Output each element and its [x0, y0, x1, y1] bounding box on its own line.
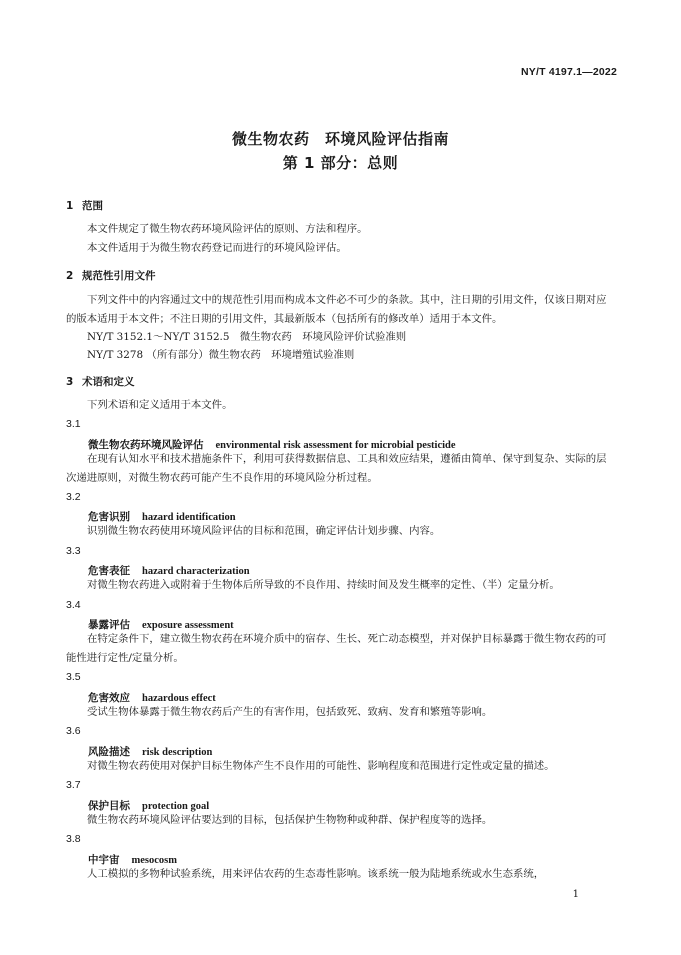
- normative-references-paragraph: 下列文件中的内容通过文中的规范性引用而构成本文件必不可少的条款。其中，注日期的引用文件，仅该日期对应的版本适用于本文件；不注日期的引用文件，其最新版本（包括所有的修改单）适用于本文件。: [66, 294, 607, 325]
- section-number: 1: [66, 200, 74, 212]
- section-number: 3: [66, 376, 74, 388]
- page-number: 1: [572, 889, 579, 900]
- standard-code: NY/T 4197.1—2022: [520, 66, 617, 78]
- term-en: exposure assessment: [142, 620, 234, 631]
- term-definition: 识别微生物农药使用环境风险评估的目标和范围，确定评估计划步骤、内容。: [87, 525, 441, 537]
- section-title: 规范性引用文件: [82, 270, 156, 282]
- term-zh: 中宇宙: [88, 854, 120, 866]
- term-definition: 在特定条件下，建立微生物农药在环境介质中的宿存、生长、死亡动态模型，并对保护目标暴露于微生物农药的可能性进行定性/定量分析。: [66, 633, 607, 664]
- term-zh: 危害表征: [88, 565, 130, 577]
- term-zh: 暴露评估: [88, 619, 130, 631]
- document-title: 微生物农药 环境风险评估指南: [231, 130, 449, 148]
- term-zh: 微生物农药环境风险评估: [88, 439, 204, 451]
- scope-paragraph-2: 本文件适用于为微生物农药登记而进行的环境风险评估。: [87, 242, 347, 254]
- term-zh: 风险描述: [88, 746, 130, 758]
- term-en: hazard characterization: [142, 566, 250, 577]
- term-zh: 危害效应: [88, 692, 130, 704]
- term-en: risk description: [142, 747, 213, 758]
- section-2-heading: [66, 268, 156, 283]
- term-number: 3.4: [66, 599, 81, 611]
- term-number: 3.3: [66, 545, 81, 557]
- term-number: 3.8: [66, 833, 81, 845]
- term-definition: 在现有认知水平和技术措施条件下，利用可获得数据信息、工具和效应结果，遵循由简单、保守到复杂、实际的层次递进原则，对微生物农药可能产生不良作用的环境风险分析过程。: [66, 453, 607, 484]
- reference-item-2: NY/T 3278 （所有部分）微生物农药 环境增殖试验准则: [87, 349, 355, 361]
- section-title: 术语和定义: [82, 376, 135, 388]
- term-definition: 受试生物体暴露于微生物农药后产生的有害作用，包括致死、致病、发育和繁殖等影响。: [87, 706, 493, 718]
- section-number: 2: [66, 270, 74, 282]
- term-number: 3.7: [66, 779, 81, 791]
- term-definition: 对微生物农药使用对保护目标生物体产生不良作用的可能性、影响程度和范围进行定性或定量的描述。: [87, 760, 555, 772]
- term-number: 3.5: [66, 671, 81, 683]
- scope-paragraph-1: 本文件规定了微生物农药环境风险评估的原则、方法和程序。: [87, 223, 368, 235]
- term-definition: 微生物农药环境风险评估要达到的目标，包括保护生物物种或种群、保护程度等的选择。: [87, 814, 493, 826]
- term-definition: 人工模拟的多物种试验系统，用来评估农药的生态毒性影响。该系统一般为陆地系统或水生态系统，: [87, 868, 545, 880]
- term-number: 3.6: [66, 725, 81, 737]
- term-en: hazardous effect: [142, 693, 216, 704]
- term-zh: 保护目标: [88, 800, 130, 812]
- reference-item-1: NY/T 3152.1～NY/T 3152.5 微生物农药 环境风险评价试验准则: [87, 331, 407, 343]
- terms-intro: 下列术语和定义适用于本文件。: [87, 399, 233, 411]
- term-number: 3.2: [66, 491, 81, 503]
- term-en: environmental risk assessment for microbial pesticide: [215, 440, 456, 451]
- term-en: protection goal: [142, 801, 210, 812]
- section-1-heading: [66, 198, 103, 213]
- section-title: 范围: [82, 200, 103, 212]
- document-subtitle: 第 1 部分：总则: [282, 154, 399, 172]
- term-definition: 对微生物农药进入或附着于生物体后所导致的不良作用、持续时间及发生概率的定性、（半）定量分析。: [87, 579, 560, 591]
- section-3-heading: [66, 374, 135, 389]
- term-number: 3.1: [66, 418, 81, 430]
- term-en: hazard identification: [142, 512, 236, 523]
- term-zh: 危害识别: [88, 511, 130, 523]
- term-en: mesocosm: [131, 855, 177, 866]
